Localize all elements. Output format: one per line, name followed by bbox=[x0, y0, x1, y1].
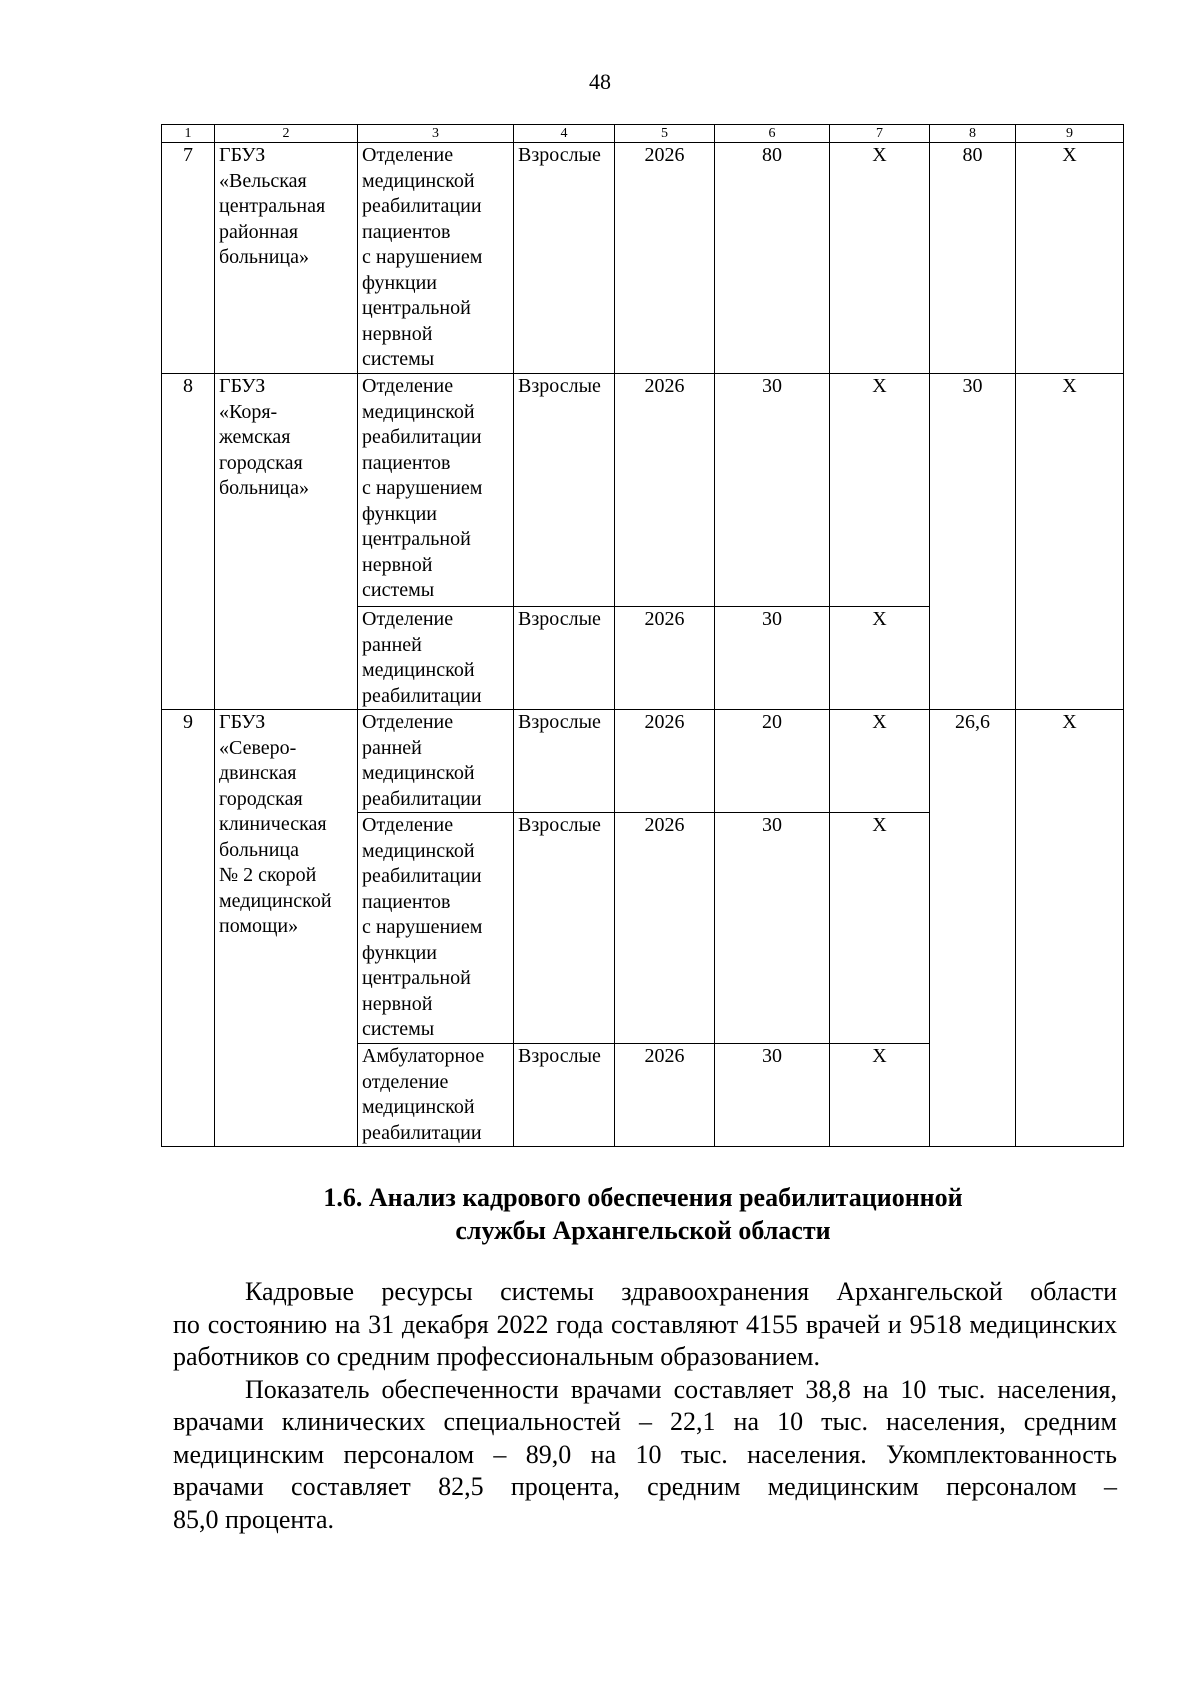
column-number: 6 bbox=[715, 125, 830, 143]
column-number: 5 bbox=[615, 125, 715, 143]
column-number-row bbox=[162, 125, 1124, 143]
row-number: 7 bbox=[162, 143, 215, 374]
organization-name: ГБУЗ «Коря- жемская городская больница» bbox=[219, 375, 309, 499]
paragraph-line: работников со средним профессиональным образованием. bbox=[173, 1342, 820, 1371]
paragraph bbox=[173, 1374, 1117, 1537]
age-group: Взрослые bbox=[514, 143, 615, 374]
table-row bbox=[162, 710, 1124, 813]
department-cell bbox=[358, 710, 514, 813]
row-number: 8 bbox=[162, 374, 215, 710]
table-row bbox=[162, 143, 1124, 374]
age-group: Взрослые bbox=[514, 607, 615, 710]
rehabilitation-table bbox=[161, 124, 1124, 1147]
total-x-mark: Х bbox=[1016, 710, 1124, 1147]
year: 2026 bbox=[615, 1044, 715, 1147]
paragraph-line: 85,0 процента. bbox=[173, 1504, 335, 1534]
beds: 30 bbox=[715, 607, 830, 710]
total-x-mark: Х bbox=[1016, 374, 1124, 710]
paragraph-line: Кадровые ресурсы системы здравоохранения Архангельской области bbox=[245, 1277, 1117, 1306]
organization-cell bbox=[215, 143, 358, 374]
total-x-mark: Х bbox=[1016, 143, 1124, 374]
organization-cell bbox=[215, 710, 358, 1147]
department-name: Амбулаторное отделение медицинской реабилитации bbox=[362, 1045, 485, 1144]
row-number: 9 bbox=[162, 710, 215, 1147]
organization-name: ГБУЗ «Северо- двинская городская клиническая больница № 2 скорой медицинской помощи» bbox=[219, 711, 332, 937]
x-mark: Х bbox=[830, 374, 930, 607]
total: 30 bbox=[930, 374, 1016, 710]
age-group: Взрослые bbox=[514, 710, 615, 813]
column-number: 2 bbox=[215, 125, 358, 143]
column-number: 1 bbox=[162, 125, 215, 143]
beds: 30 bbox=[715, 813, 830, 1044]
x-mark: Х bbox=[830, 813, 930, 1044]
department-name: Отделение ранней медицинской реабилитации bbox=[362, 711, 482, 810]
x-mark: Х bbox=[830, 607, 930, 710]
paragraph-line: Показатель обеспеченности врачами составляет 38,8 на 10 тыс. населения, bbox=[245, 1374, 1117, 1404]
organization-cell bbox=[215, 374, 358, 710]
department-name: Отделение медицинской реабилитации пациентов с нарушением функции центральной нервной системы bbox=[362, 814, 483, 1040]
department-cell bbox=[358, 813, 514, 1044]
paragraph-line: врачами составляет 82,5 процента, средним медицинским персоналом – bbox=[173, 1472, 1117, 1501]
x-mark: Х bbox=[830, 710, 930, 813]
age-group: Взрослые bbox=[514, 813, 615, 1044]
year: 2026 bbox=[615, 813, 715, 1044]
beds: 30 bbox=[715, 374, 830, 607]
age-group: Взрослые bbox=[514, 374, 615, 607]
year: 2026 bbox=[615, 607, 715, 710]
section-body bbox=[173, 1276, 1117, 1536]
column-number: 4 bbox=[514, 125, 615, 143]
age-group: Взрослые bbox=[514, 1044, 615, 1147]
year: 2026 bbox=[615, 143, 715, 374]
paragraph-line: врачами клинических специальностей – 22,1 на 10 тыс. населения, средним bbox=[173, 1407, 1117, 1436]
department-name: Отделение медицинской реабилитации пациентов с нарушением функции центральной нервной системы bbox=[362, 144, 483, 370]
beds: 20 bbox=[715, 710, 830, 813]
paragraph-line: по состоянию на 31 декабря 2022 года составляют 4155 врачей и 9518 медицинских bbox=[173, 1309, 1117, 1339]
department-name: Отделение ранней медицинской реабилитации bbox=[362, 608, 482, 707]
column-number: 3 bbox=[358, 125, 514, 143]
column-number: 8 bbox=[930, 125, 1016, 143]
department-cell bbox=[358, 1044, 514, 1147]
year: 2026 bbox=[615, 374, 715, 607]
column-number: 9 bbox=[1016, 125, 1124, 143]
table-row bbox=[162, 374, 1124, 607]
paragraph-line: медицинским персоналом – 89,0 на 10 тыс. населения. Укомплектованность bbox=[173, 1439, 1117, 1469]
beds: 80 bbox=[715, 143, 830, 374]
total: 26,6 bbox=[930, 710, 1016, 1147]
department-cell bbox=[358, 143, 514, 374]
page-number: 48 bbox=[589, 69, 611, 94]
department-cell bbox=[358, 374, 514, 607]
department-name: Отделение медицинской реабилитации пациентов с нарушением функции центральной нервной системы bbox=[362, 375, 483, 601]
beds: 30 bbox=[715, 1044, 830, 1147]
x-mark: Х bbox=[830, 143, 930, 374]
column-number: 7 bbox=[830, 125, 930, 143]
total: 80 bbox=[930, 143, 1016, 374]
year: 2026 bbox=[615, 710, 715, 813]
paragraph bbox=[173, 1276, 1117, 1374]
x-mark: Х bbox=[830, 1044, 930, 1147]
organization-name: ГБУЗ «Вельская центральная районная больница» bbox=[219, 144, 326, 268]
department-cell bbox=[358, 607, 514, 710]
section-title: 1.6. Анализ кадрового обеспечения реабилитационной службы Архангельской области bbox=[323, 1183, 963, 1245]
